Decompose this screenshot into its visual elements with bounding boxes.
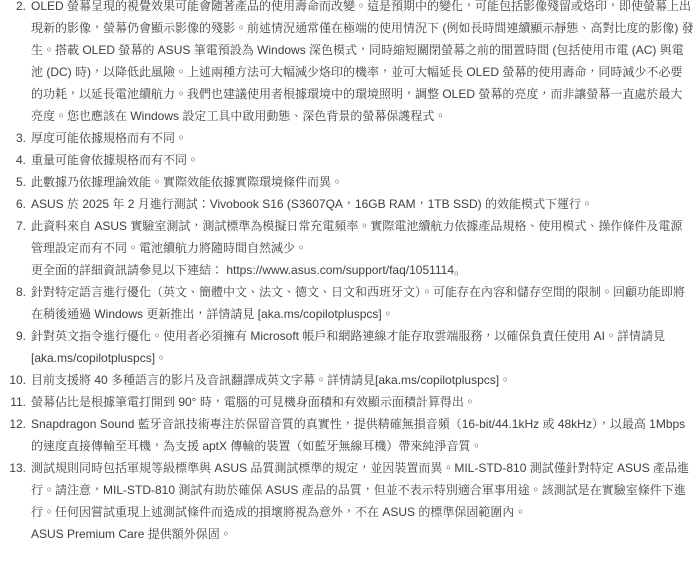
footnote-text: Snapdragon Sound 藍牙音訊技術專注於保留音質的真實性，提供精確無損音頻（16-bit/44.1kHz 或 48kHz），以最高 1Mbps 的速度直接傳輸至耳機，為支援 aptX 傳輸的裝置（如藍牙無線耳機）帶來純淨音質。	[31, 417, 686, 453]
footnote-text: 重量可能會依據規格而有不同。	[31, 153, 200, 167]
footnote-number: 2.	[15, 0, 26, 13]
footnote-text: 螢幕佔比是根據筆電打開到 90° 時，電腦的可見機身面積和有效顯示面積計算得出。	[31, 395, 476, 409]
footnote-text: 測試規則同時包括軍規等級標準與 ASUS 品質測試標準的規定，並因裝置而異。MIL-STD-810 測試僅針對特定 ASUS 產品進行。請注意，MIL-STD-810 測試有助於確保 ASUS 產品的品質，但並不表示特別適合軍事用途。該測試是在實驗室條件下進行。任何因嘗試重現上述測試條件而造成的損壞將視為意外，不在 ASUS 的標準保固範圍內。	[31, 461, 690, 519]
footnote-item-5	[2, 171, 694, 193]
footnote-number: 6.	[15, 197, 26, 211]
footnote-text: 厚度可能依據規格而有不同。	[31, 131, 188, 145]
footnote-item-11	[2, 391, 694, 413]
footnote-number: 4.	[15, 153, 26, 167]
footnote-number: 12.	[9, 417, 26, 431]
footnote-text: ASUS Premium Care 提供額外保固。	[31, 527, 232, 541]
footnote-number: 7.	[15, 219, 26, 233]
link-line-prefix: 更全面的詳細資訊請參見以下連結：	[31, 263, 227, 277]
footnote-number: 5.	[15, 175, 26, 189]
footnote-text: ASUS 於 2025 年 2 月進行測試：Vivobook S16 (S3607QA，16GB RAM，1TB SSD) 的效能模式下運行。	[31, 197, 593, 211]
footnote-item-4	[2, 149, 694, 171]
footnote-text: 針對英文指令進行優化。使用者必須擁有 Microsoft 帳戶和網路連線才能存取雲端服務，以確保負責任使用 AI。詳情請見 [aka.ms/copilotpluspcs]。	[31, 329, 666, 365]
footnote-number: 9.	[15, 329, 26, 343]
footnote-text: 此資料來自 ASUS 實驗室測試，測試標準為模擬日常充電頻率。實際電池續航力依據產品規格、使用模式、操作條件及電源管理設定而有不同。電池續航力將隨時間自然減少。	[31, 219, 683, 255]
footnote-item-8	[2, 281, 694, 325]
support-faq-link[interactable]: https://www.asus.com/support/faq/1051114	[226, 263, 455, 277]
link-line-suffix: 。	[454, 263, 467, 277]
footnote-item-10	[2, 369, 694, 391]
footnote-number: 3.	[15, 131, 26, 145]
footnote-text: 針對特定語言進行優化（英文、簡體中文、法文、德文、日文和西班牙文）。可能存在內容和儲存空間的限制。回顧功能即將在稍後通過 Windows 更新推出，詳情請見 [aka.ms/copilotpluspcs]。	[31, 285, 686, 321]
footnote-text: 此數據乃依據理論效能。實際效能依據實際環境條件而異。	[31, 175, 344, 189]
footnote-item-12	[2, 413, 694, 457]
footnote-link-line	[31, 259, 694, 281]
footnote-number: 8.	[15, 285, 26, 299]
footnote-item-7	[2, 215, 694, 281]
footnote-item-13	[2, 457, 694, 545]
footnote-item-6	[2, 193, 694, 215]
footnote-text: 目前支援將 40 多種語言的影片及音訊翻譯成英文字幕。詳情請見[aka.ms/copilotpluspcs]。	[31, 373, 512, 387]
footnote-text: OLED 螢幕呈現的視覺效果可能會隨著產品的使用壽命而改變。這是預期中的變化，可能包括影像殘留或烙印，即使螢幕上出現新的影像，螢幕仍會顯示影像的殘影。前述情況通常僅在極端的使用情況下 (例如長時間連續顯示靜態、高對比度的影像) 發生。搭載 OLED 螢幕的 ASUS 筆電預設為 Windows 深色模式，同時縮短關閉螢幕之前的閒置時間 (包括使用市電 (AC) 與電池 (DC) 時)，以降低此風險。上述兩種方法可大幅減少烙印的機率，並可大幅延長 OLED 螢幕的使用壽命，同時減少不必要的功耗，以延長電池續航力。我們也建議使用者根據環境中的環境照明，調整 OLED 螢幕的亮度，而非讓螢幕一直處於最大亮度。您也應該在 Windows 設定工具中啟用動態、深色背景的螢幕保護程式。	[31, 0, 694, 123]
footnote-number: 11.	[10, 395, 26, 409]
footnote-number: 13.	[9, 461, 26, 475]
footnote-item-9	[2, 325, 694, 369]
footnote-number: 10.	[9, 373, 26, 387]
footnote-item-3	[2, 127, 694, 149]
footnote-item-2	[2, 0, 694, 127]
